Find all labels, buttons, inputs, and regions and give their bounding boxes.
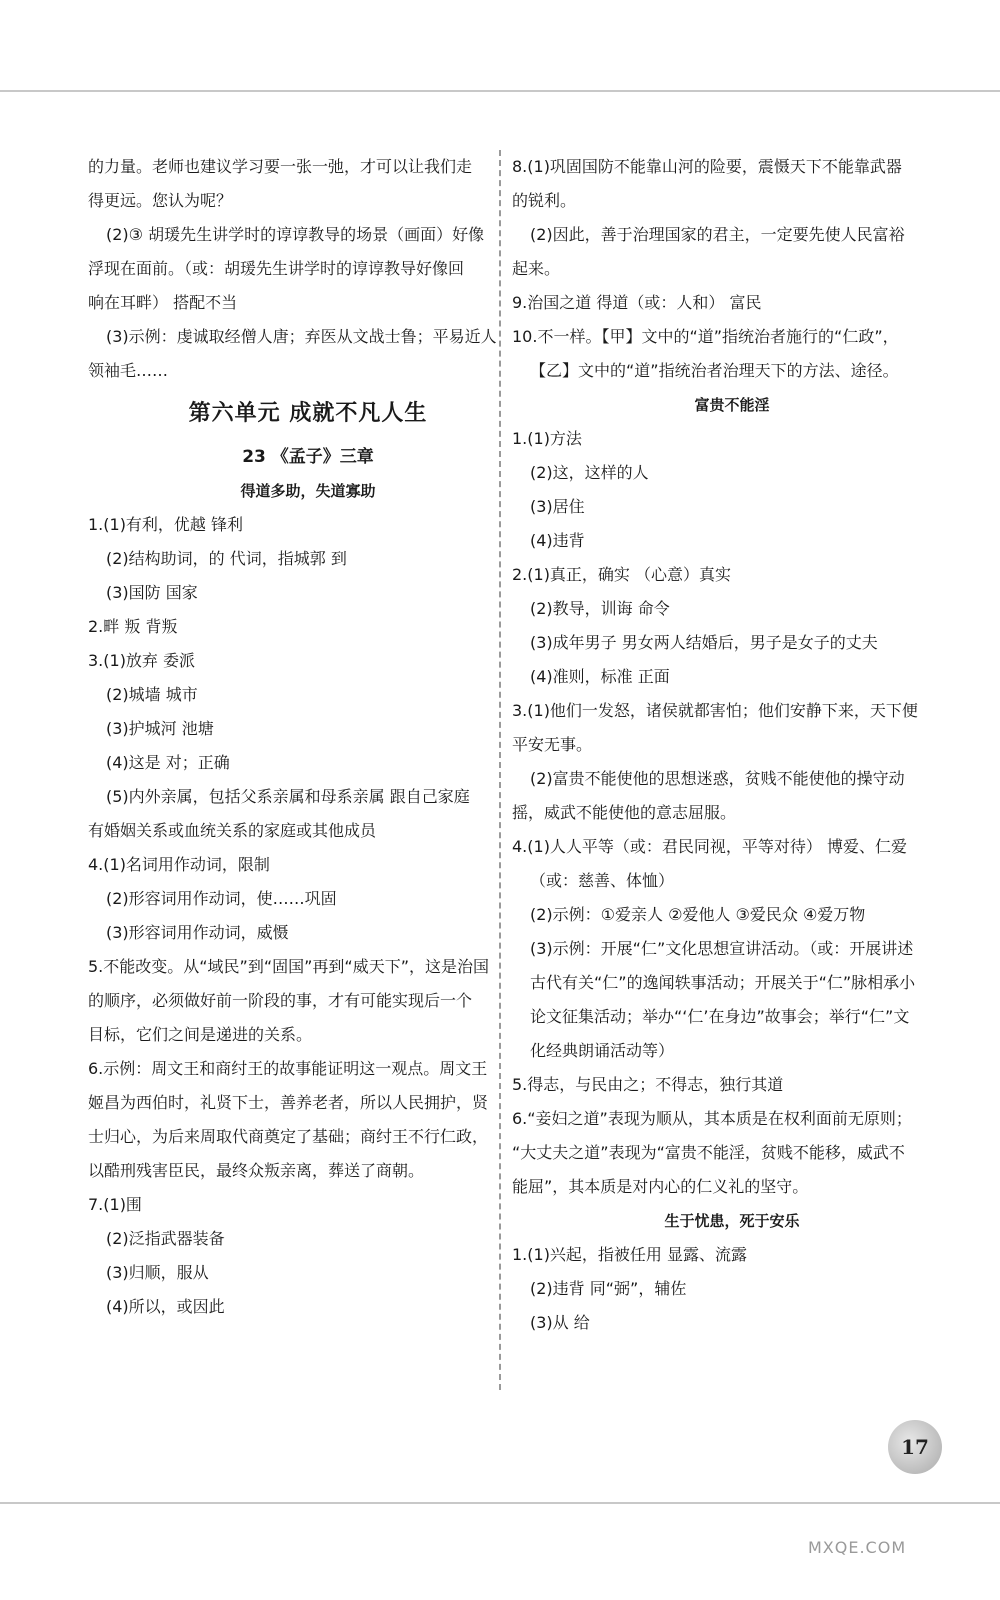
answer-line: (3)成年男子 男女两人结婚后，男子是女子的丈夫 xyxy=(530,633,878,652)
right-column xyxy=(512,150,952,1340)
answer-line: (3)形容词用作动词，威慑 xyxy=(106,923,289,942)
answer-line: 士归心，为后来周取代商奠定了基础；商纣王不行仁政， xyxy=(88,1127,489,1146)
section-title-shengyu: 生于忧患，死于安乐 xyxy=(664,1212,800,1230)
answer-line: 论文征集活动；举办“‘仁’在身边”故事会；举行“仁”文 xyxy=(530,1007,910,1026)
answer-line: (2)泛指武器装备 xyxy=(106,1229,225,1248)
answer-line: 目标，它们之间是递进的关系。 xyxy=(88,1025,313,1044)
answer-line: (3)示例：开展“仁”文化思想宣讲活动。（或：开展讲述 xyxy=(530,939,914,958)
answer-line: 摇，威武不能使他的意志屈服。 xyxy=(512,803,737,822)
answer-line: 6.“妾妇之道”表现为顺从，其本质是在权利面前无原则； xyxy=(512,1109,912,1128)
right-answers-top xyxy=(512,150,952,388)
column-divider xyxy=(499,150,501,1390)
answer-line: 浮现在面前。（或：胡瑗先生讲学时的谆谆教导好像回 xyxy=(88,259,465,278)
right-answers-middle xyxy=(512,422,952,1204)
answer-line: 2.畔 叛 背叛 xyxy=(88,617,178,636)
answer-line: 平安无事。 xyxy=(512,735,593,754)
answer-line: (2)示例：①爱亲人 ②爱他人 ③爱民众 ④爱万物 xyxy=(530,905,866,924)
answer-line: 10.不一样。【甲】文中的“道”指统治者施行的“仁政”， xyxy=(512,327,899,346)
answer-line: “大丈夫之道”表现为“富贵不能淫，贫贱不能移，威武不 xyxy=(512,1143,905,1162)
answer-line: 的锐利。 xyxy=(512,191,577,210)
left-answers-main xyxy=(88,508,528,1324)
answer-line: 得更远。您认为呢？ xyxy=(88,191,233,210)
answer-line: 5.不能改变。从“域民”到“固国”再到“威天下”，这是治国 xyxy=(88,957,490,976)
answer-line: 化经典朗诵活动等） xyxy=(530,1041,675,1060)
answer-line: (2)这，这样的人 xyxy=(530,463,649,482)
answer-line: (3)国防 国家 xyxy=(106,583,198,602)
answer-line: (2)教导，训诲 命令 xyxy=(530,599,670,618)
answer-line: (2)结构助词，的 代词，指城郭 到 xyxy=(106,549,347,568)
answer-line: 9.治国之道 得道（或：人和） 富民 xyxy=(512,293,762,312)
lesson-title: 23 《孟子》三章 xyxy=(242,447,374,467)
answer-line: 4.(1)人人平等（或：君民同视，平等对待） 博爱、仁爱 xyxy=(512,837,908,856)
answer-line: (4)准则，标准 正面 xyxy=(530,667,670,686)
answer-line: 3.(1)他们一发怒，诸侯就都害怕；他们安静下来，天下便 xyxy=(512,701,918,720)
answer-line: 1.(1)有利，优越 锋利 xyxy=(88,515,244,534)
answer-line: 7.(1)围 xyxy=(88,1195,142,1214)
answer-line: 【乙】文中的“道”指统治者治理天下的方法、途径。 xyxy=(530,361,899,380)
answer-line: (2)形容词用作动词，使……巩固 xyxy=(106,889,337,908)
section-title-dedao: 得道多助，失道寡助 xyxy=(240,482,376,500)
answer-line: 姬昌为西伯时，礼贤下士，善养老者，所以人民拥护，贤 xyxy=(88,1093,489,1112)
answer-line: 响在耳畔） 搭配不当 xyxy=(88,293,238,312)
answer-line: 起来。 xyxy=(512,259,561,278)
answer-line: 6.示例：周文王和商纣王的故事能证明这一观点。周文王 xyxy=(88,1059,488,1078)
answer-line: 的顺序，必须做好前一阶段的事，才有可能实现后一个 xyxy=(88,991,473,1010)
right-answers-bottom xyxy=(512,1238,952,1340)
answer-line: 领袖毛…… xyxy=(88,361,169,380)
section-title-fugui: 富贵不能淫 xyxy=(694,396,770,414)
answer-line: (2)富贵不能使他的思想迷惑，贫贱不能使他的操守动 xyxy=(530,769,905,788)
answer-line: 古代有关“仁”的逸闻轶事活动；开展关于“仁”脉相承小 xyxy=(530,973,916,992)
answer-line: (3)护城河 池塘 xyxy=(106,719,214,738)
answer-line: 4.(1)名词用作动词，限制 xyxy=(88,855,270,874)
answer-line: 2.(1)真正，确实 （心意）真实 xyxy=(512,565,732,584)
answer-line: 5.得志，与民由之；不得志，独行其道 xyxy=(512,1075,784,1094)
left-column xyxy=(88,150,528,1324)
answer-line: （或：慈善、体恤） xyxy=(530,871,675,890)
answer-line: 有婚姻关系或血统关系的家庭或其他成员 xyxy=(88,821,377,840)
answer-line: 1.(1)兴起，指被任用 显露、流露 xyxy=(512,1245,748,1264)
page-number: 17 xyxy=(901,1435,929,1459)
answer-line: (3)示例：虔诚取经僧人唐；弃医从文战士鲁；平易近人 xyxy=(106,327,497,346)
answer-line: (5)内外亲属，包括父系亲属和母系亲属 跟自己家庭 xyxy=(106,787,470,806)
answer-line: (2)③ 胡瑗先生讲学时的谆谆教导的场景（画面）好像 xyxy=(106,225,485,244)
answer-line: (4)所以，或因此 xyxy=(106,1297,225,1316)
answer-line: 能屈”，其本质是对内心的仁义礼的坚守。 xyxy=(512,1177,809,1196)
watermark-text: MXQE.COM xyxy=(808,1538,907,1557)
answer-line: 以酷刑残害臣民，最终众叛亲离，葬送了商朝。 xyxy=(88,1161,425,1180)
answer-line: (3)居住 xyxy=(530,497,585,516)
left-answers-top xyxy=(88,150,528,388)
answer-line: 的力量。老师也建议学习要一张一弛，才可以让我们走 xyxy=(88,157,473,176)
answer-line: (2)因此，善于治理国家的君主，一定要先使人民富裕 xyxy=(530,225,905,244)
answer-line: 3.(1)放弃 委派 xyxy=(88,651,196,670)
page-number-badge xyxy=(888,1420,942,1474)
answer-line: (3)归顺，服从 xyxy=(106,1263,209,1282)
answer-line: (4)这是 对；正确 xyxy=(106,753,230,772)
answer-line: (2)城墙 城市 xyxy=(106,685,198,704)
answer-line: (2)违背 同“弼”，辅佐 xyxy=(530,1279,687,1298)
answer-line: 1.(1)方法 xyxy=(512,429,582,448)
answer-line: (3)从 给 xyxy=(530,1313,590,1332)
answer-line: (4)违背 xyxy=(530,531,585,550)
answer-line: 8.(1)巩固国防不能靠山河的险要，震慑天下不能靠武器 xyxy=(512,157,902,176)
unit-title: 第六单元 成就不凡人生 xyxy=(188,401,428,426)
